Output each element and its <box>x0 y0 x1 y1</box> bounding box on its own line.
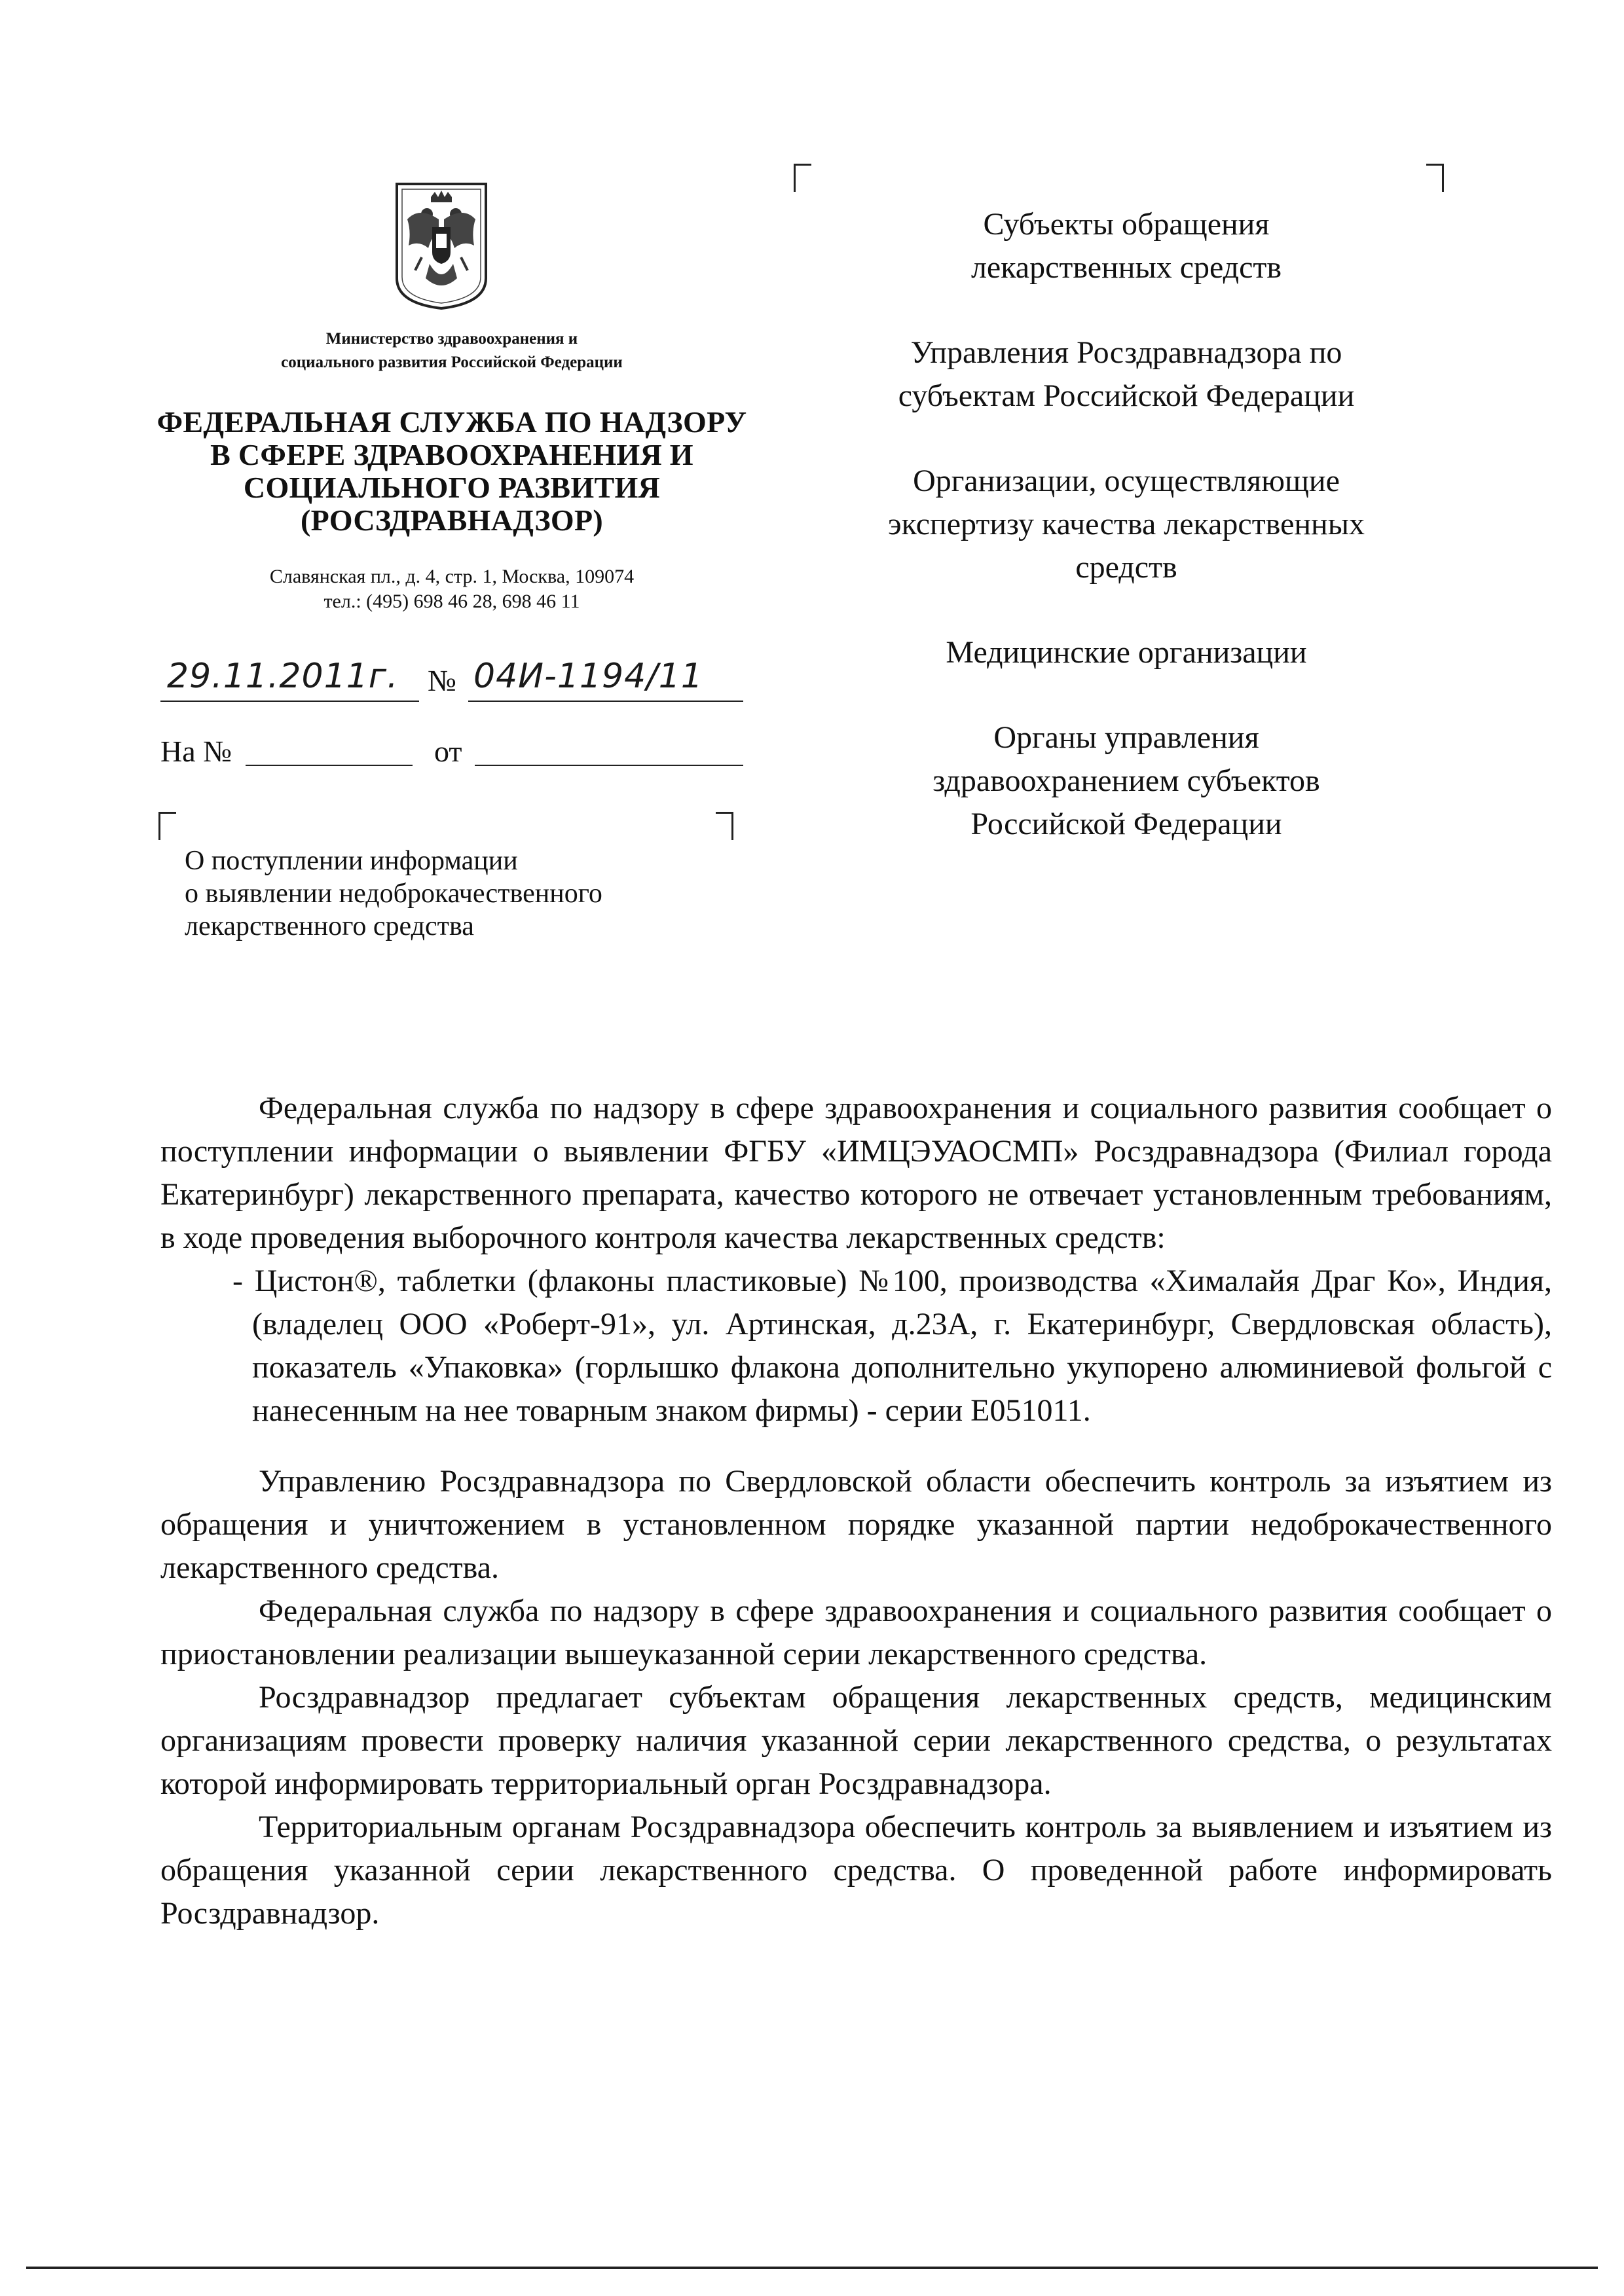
page-bottom-rule <box>26 2267 1598 2269</box>
date-underline <box>160 701 419 702</box>
body-paragraph: Федеральная служба по надзору в сфере здравоохранения и социального развития сообщает о поступлении информации о выявлении ФГБУ «ИМЦЭУАОСМП» Росздравнадзора (Филиал города Екатеринбург) лекарственного препарата, качество которого не отвечает установленным требованиям, в ходе проведения выборочного контроля качества лекарственных средств: <box>160 1091 1552 1255</box>
addressee-bracket-left <box>794 164 811 192</box>
address-line: Славянская пл., д. 4, стр. 1, Москва, 109074 <box>269 566 635 587</box>
addressee-line: Органы управления <box>993 720 1259 755</box>
addressee-bracket-right <box>1426 164 1444 192</box>
ministry-name <box>157 327 747 374</box>
address-line: тел.: (495) 698 46 28, 698 46 11 <box>323 591 580 612</box>
letter-body <box>160 1087 1552 1935</box>
body-paragraph: Федеральная служба по надзору в сфере здравоохранения и социального развития сообщает о приостановлении реализации вышеуказанной серии лекарственного средства. <box>160 1594 1552 1671</box>
addressee-block <box>815 203 1437 888</box>
addressee-group <box>815 331 1437 418</box>
reply-number-blank <box>246 765 413 766</box>
reply-number-label: На № <box>160 735 232 768</box>
addressee-line: Российской Федерации <box>970 807 1282 841</box>
document-date: 29.11.2011г. <box>167 657 399 696</box>
letter-subject <box>185 845 741 943</box>
reply-reference <box>160 733 750 773</box>
document-number: 04И-1194/11 <box>473 657 703 696</box>
subject-line: лекарственного средства <box>185 911 474 941</box>
agency-name <box>138 406 766 537</box>
product-item: - Цистон®, таблетки (флаконы пластиковые) №100, производства «Хималайя Драг Ко», Индия, (владелец ООО «Роберт-91», ул. Артинская, д.23А, г. Екатеринбург, Свердловская область), показатель «Упаковка» (горлышко флакона дополнительно укупорено алюминиевой фольгой с нанесенным на нее товарным знаком фирмы) - серии Е051011. <box>232 1264 1552 1428</box>
body-paragraph: Росздравнадзор предлагает субъектам обращения лекарственных средств, медицинским организациям провести проверку наличия указанной серии лекарственного средства, о результатах которой информировать территориальный орган Росздравнадзора. <box>160 1680 1552 1801</box>
outgoing-reference <box>160 655 750 707</box>
addressee-line: Медицинские организации <box>946 635 1307 670</box>
addressee-group <box>815 460 1437 589</box>
agency-line: (РОСЗДРАВНАДЗОР) <box>300 503 603 537</box>
addressee-line: экспертизу качества лекарственных <box>888 507 1365 541</box>
agency-line: СОЦИАЛЬНОГО РАЗВИТИЯ <box>243 471 661 504</box>
agency-address <box>157 564 747 614</box>
addressee-line: средств <box>1075 550 1177 585</box>
addressee-line: субъектам Российской Федерации <box>898 378 1355 413</box>
addressee-line: Организации, осуществляющие <box>913 464 1340 498</box>
reply-from-label: от <box>434 735 462 768</box>
body-paragraph: Управлению Росздравнадзора по Свердловской области обеспечить контроль за изъятием из обращения и уничтожением в установленном порядке указанной партии недоброкачественного лекарственного средства. <box>160 1464 1552 1585</box>
addressee-line: здравоохранением субъектов <box>932 763 1320 798</box>
subject-line: о выявлении недоброкачественного <box>185 879 602 909</box>
agency-line: ФЕДЕРАЛЬНАЯ СЛУЖБА ПО НАДЗОРУ <box>157 405 747 439</box>
subject-bracket-left <box>158 812 176 840</box>
addressee-line: Субъекты обращения <box>983 207 1270 242</box>
ministry-line: социального развития Российской Федерации <box>281 354 623 371</box>
subject-bracket-right <box>716 812 733 840</box>
addressee-group <box>815 631 1437 674</box>
reply-date-blank <box>475 765 743 766</box>
addressee-line: Управления Росздравнадзора по <box>910 335 1342 370</box>
russian-coat-of-arms-icon <box>393 180 490 311</box>
ministry-line: Министерство здравоохранения и <box>325 330 578 348</box>
subject-line: О поступлении информации <box>185 846 518 876</box>
agency-line: В СФЕРЕ ЗДРАВООХРАНЕНИЯ И <box>210 438 693 471</box>
body-paragraph: Территориальным органам Росздравнадзора обеспечить контроль за выявлением и изъятием из обращения указанной серии лекарственного средства. О проведенной работе информировать Росздравнадзор. <box>160 1810 1552 1931</box>
addressee-group <box>815 203 1437 289</box>
number-label: № <box>428 664 456 697</box>
addressee-line: лекарственных средств <box>970 250 1282 285</box>
addressee-group <box>815 716 1437 846</box>
number-underline <box>468 701 743 702</box>
